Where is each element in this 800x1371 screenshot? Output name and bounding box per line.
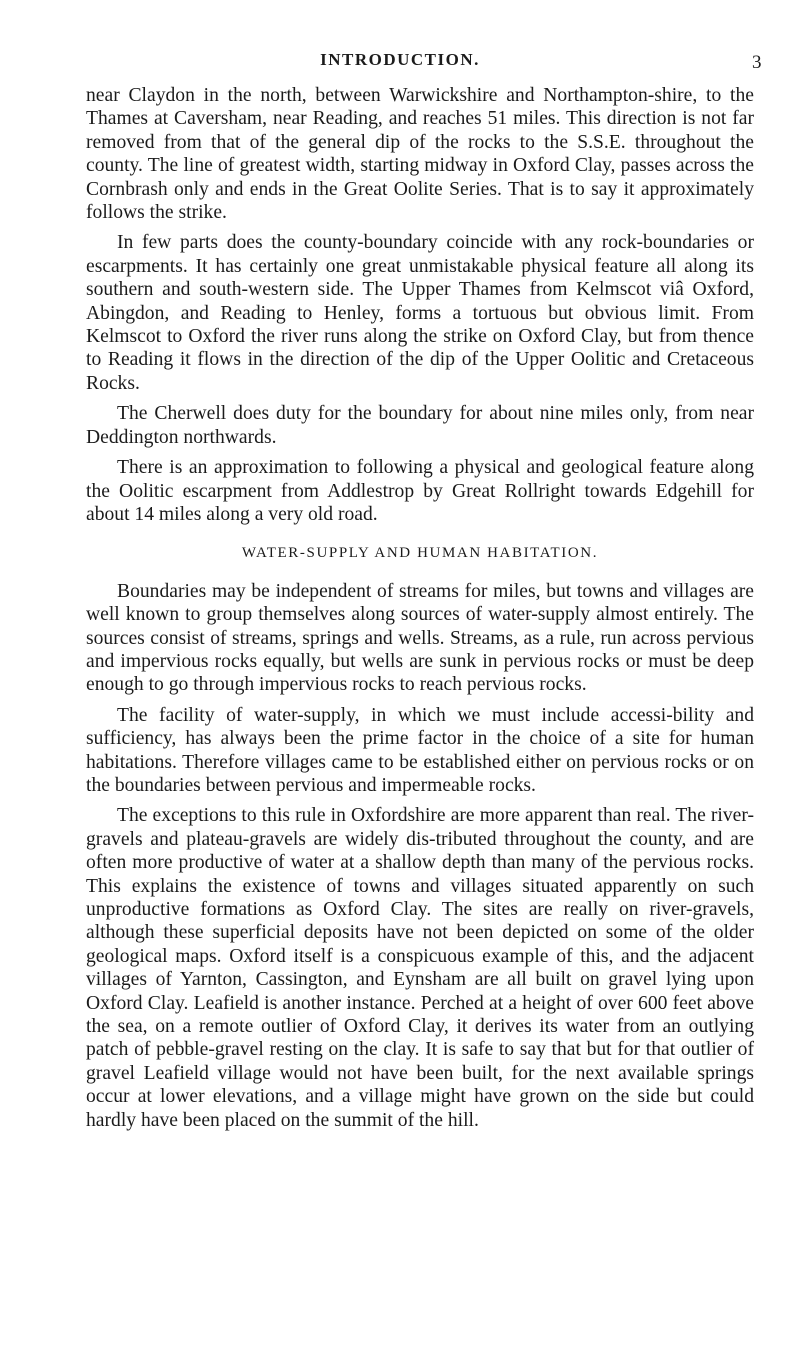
paragraph: near Claydon in the north, between Warwickshire and Northampton-shire, to the Thames at Caversham, near Reading, and reaches 51 miles. This direction is not far removed from that of the general dip of the rocks to the S.S.E. throughout the county. The line of greatest width, starting midway in Oxford Clay, passes across the Cornbrash only and ends in the Great Oolite Series. That is to say it approximately follows the strike.	[86, 85, 754, 224]
paragraph: The Cherwell does duty for the boundary for about nine miles only, from near Deddington northwards.	[86, 403, 754, 448]
paragraph: There is an approximation to following a physical and geological feature along the Oolitic escarpment from Addlestrop by Great Rollright towards Edgehill for about 14 miles along a very old road.	[86, 457, 754, 525]
paragraph: The exceptions to this rule in Oxfordshire are more apparent than real. The river-gravels and plateau-gravels are widely dis-tributed throughout the county, and are often more productive of water at a shallow depth than many of the pervious rocks. This explains the existence of towns and villages situated apparently on such unproductive formations as Oxford Clay. The sites are really on river-gravels, although these superficial deposits have not been depicted on some of the older geological maps. Oxford itself is a conspicuous example of this, and the adjacent villages of Yarnton, Cassington, and Eynsham are all built on gravel lying upon Oxford Clay. Leafield is another instance. Perched at a height of over 600 feet above the sea, on a remote outlier of Oxford Clay, it derives its water from an outlying patch of pebble-gravel resting on the clay. It is safe to say that but for that outlier of gravel Leafield village would not have been built, for the next available springs occur at lower elevations, and a village might have grown on the side but could hardly have been placed on the summit of the hill.	[86, 805, 754, 1131]
paragraph: Boundaries may be independent of streams for miles, but towns and villages are well known to group themselves along sources of water-supply almost entirely. The sources consist of streams, springs and wells. Streams, as a rule, run across pervious and impervious rocks equally, but wells are sunk in pervious rocks or must be deep enough to go through impervious rocks to reach pervious rocks.	[86, 580, 754, 696]
page-number: 3	[752, 52, 762, 73]
section-heading: WATER-SUPPLY AND HUMAN HABITATION.	[241, 545, 599, 562]
paragraph: The facility of water-supply, in which we must include accessi-bility and sufficiency, has always been the prime factor in the choice of a site for human habitations. Therefore villages came to be established either on pervious rocks or on the boundaries between pervious and impermeable rocks.	[86, 704, 754, 796]
paragraph: In few parts does the county-boundary coincide with any rock-boundaries or escarpments. It has certainly one great unmistakable physical feature all along its southern and south-western side. The Upper Thames from Kelmscot viâ Oxford, Abingdon, and Reading to Henley, forms a tortuous but obvious limit. From Kelmscot to Oxford the river runs along the strike on Oxford Clay, but from thence to Reading it flows in the direction of the dip of the Upper Oolitic and Cretaceous Rocks.	[86, 232, 754, 394]
body-text	[86, 84, 754, 1132]
running-head: INTRODUCTION.	[320, 50, 480, 69]
